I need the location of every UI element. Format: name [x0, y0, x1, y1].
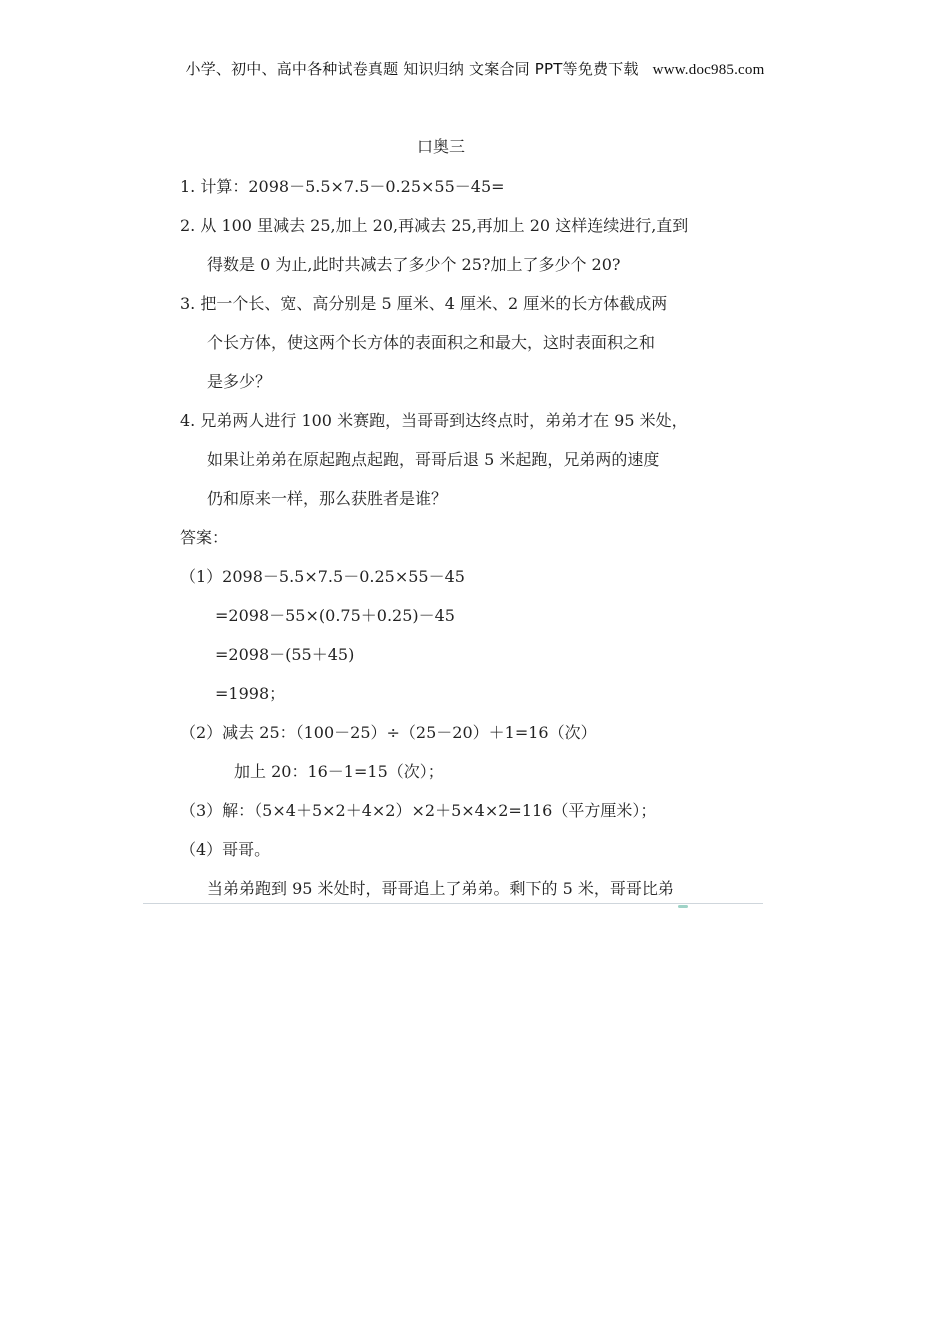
- answer-4-line-1: （4）哥哥。: [180, 840, 271, 859]
- page-header: [0, 58, 950, 79]
- question-4-line-1: 4. 兄弟两人进行 100 米赛跑，当哥哥到达终点时，弟弟才在 95 米处，: [180, 411, 688, 430]
- answer-1-line-2: =2098－55×(0.75＋0.25)－45: [215, 606, 455, 625]
- question-3-line-2: 个长方体，使这两个长方体的表面积之和最大，这时表面积之和: [207, 333, 656, 352]
- answer-1-line-1: （1）2098－5.5×7.5－0.25×55－45: [180, 567, 465, 586]
- answer-2-line-1: （2）减去 25：（100－25）÷（25－20）＋1=16（次）: [180, 723, 597, 742]
- answer-3: （3）解：（5×4＋5×2＋4×2）×2＋5×4×2=116（平方厘米）；: [180, 801, 657, 820]
- page-cut-divider: [143, 903, 763, 904]
- answer-4-line-2: 当弟弟跑到 95 米处时，哥哥追上了弟弟。剩下的 5 米，哥哥比弟: [207, 879, 674, 898]
- header-text: 小学、初中、高中各种试卷真题 知识归纳 文案合同 PPT等免费下载: [185, 60, 639, 78]
- question-2-line-1: 2. 从 100 里减去 25,加上 20,再减去 25,再加上 20 这样连续进行,直到: [180, 216, 689, 235]
- answer-2-line-2: 加上 20：16－1=15（次）；: [234, 762, 444, 781]
- answer-1-line-4: =1998；: [215, 684, 286, 703]
- answers-label: 答案：: [180, 528, 229, 547]
- question-4-line-2: 如果让弟弟在原起跑点起跑，哥哥后退 5 米起跑，兄弟两的速度: [207, 450, 660, 469]
- answer-1-line-3: =2098－(55＋45): [215, 645, 355, 664]
- question-3-line-3: 是多少？: [207, 372, 272, 391]
- question-3-line-1: 3. 把一个长、宽、高分别是 5 厘米、4 厘米、2 厘米的长方体截成两: [180, 294, 668, 313]
- document-title: 口奥三: [416, 137, 465, 156]
- question-4-line-3: 仍和原来一样，那么获胜者是谁？: [207, 489, 448, 508]
- header-url[interactable]: www.doc985.com: [652, 62, 765, 78]
- question-2-line-2: 得数是 0 为止,此时共减去了多少个 25?加上了多少个 20?: [207, 255, 621, 274]
- question-1-line-1: 1. 计算：2098－5.5×7.5－0.25×55－45=: [180, 177, 505, 196]
- decorative-dot: [678, 905, 688, 908]
